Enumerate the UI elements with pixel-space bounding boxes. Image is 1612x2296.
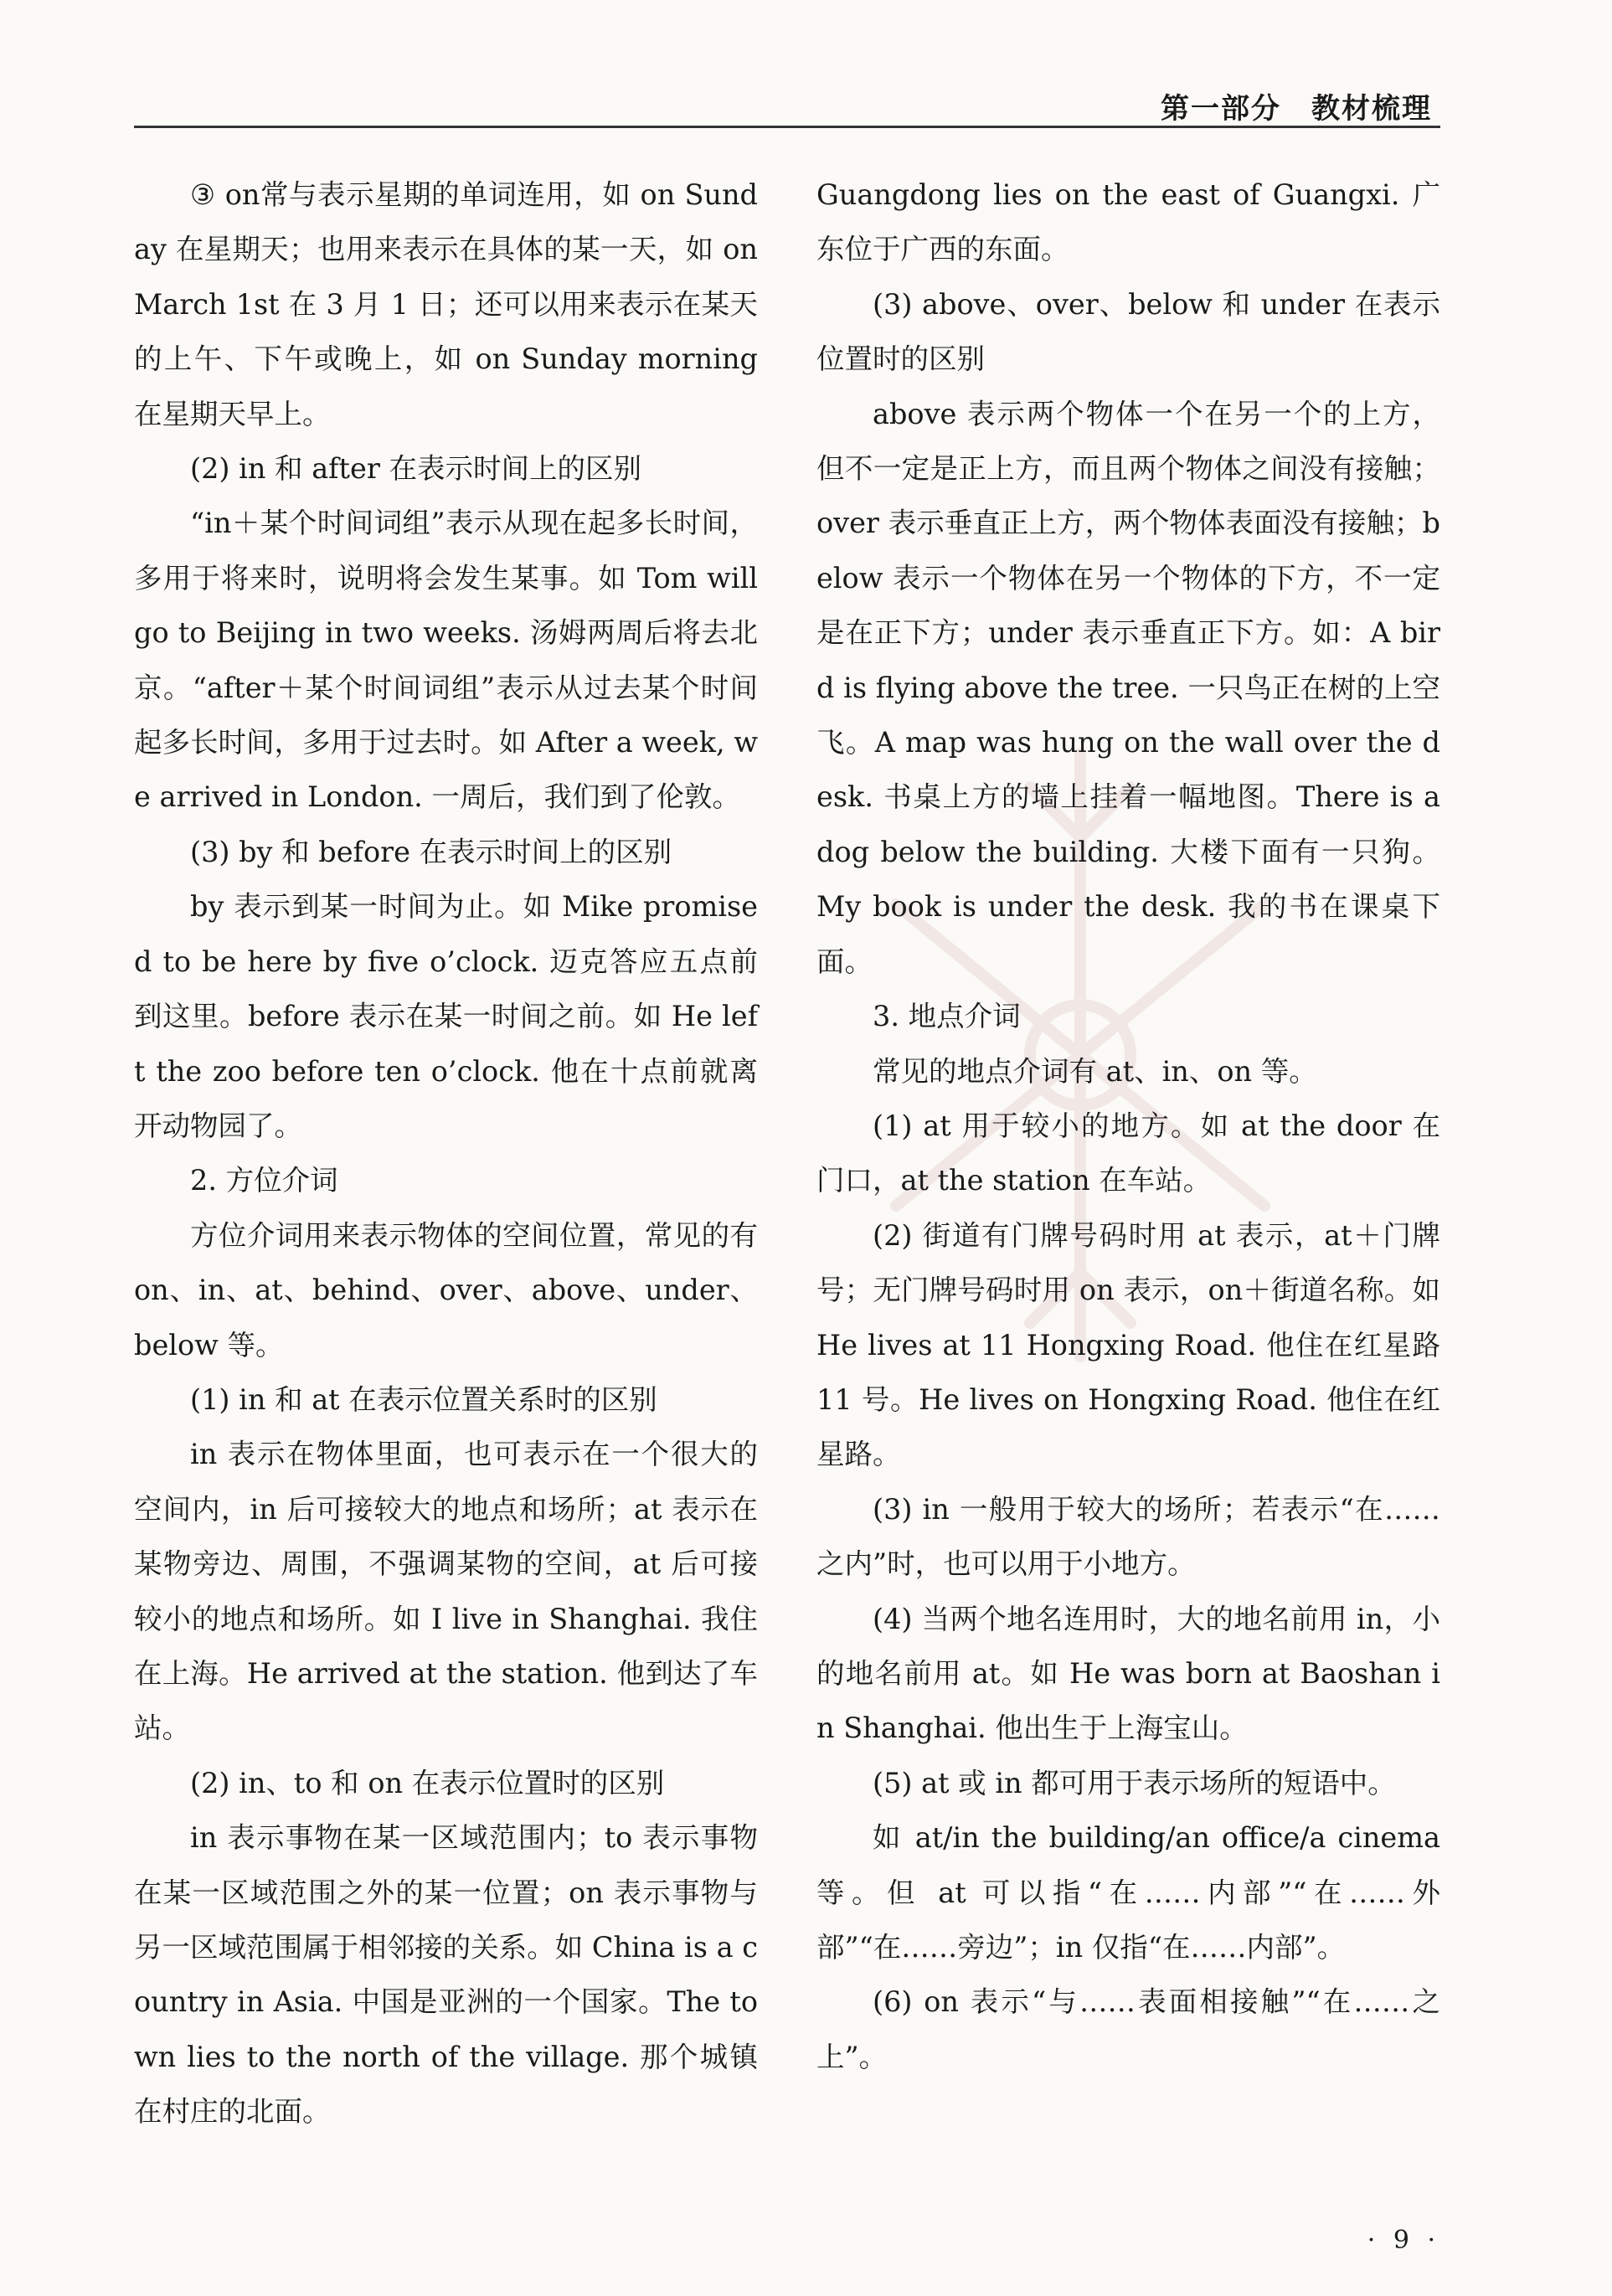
paragraph: (1) at 用于较小的地方。如 at the door 在门口，at the station 在车站。 [816,1109,1440,1197]
page-number: · 9 · [1367,2226,1440,2255]
paragraph: (5) at 或 in 都可用于表示场所的短语中。 [873,1766,1396,1799]
paragraph: (2) in 和 after 在表示时间上的区别 [190,452,642,486]
paragraph: (3) above、over、below 和 under 在表示位置时的区别 [816,287,1440,376]
paragraph: 常见的地点介词有 at、in、on 等。 [873,1054,1317,1088]
paragraph: Guangdong lies on the east of Guangxi. 广东位于广西的东面。 [816,178,1440,266]
paragraph: above 表示两个物体一个在另一个的上方，但不一定是正上方，而且两个物体之间没有接触；over 表示垂直正上方，两个物体表面没有接触；below 表示一个物体在另一个物体的下方，不一定是在正下方；under 表示垂直正下方。如：A bird is flying above the tree. 一只鸟正在树的上空飞。A map was hung on the wall over the desk. 书桌上方的墙上挂着一幅地图。There is a dog below the building. 大楼下面有一只狗。My book is under the desk. 我的书在课桌下面。 [816,397,1440,978]
paragraph: (2) 街道有门牌号码时用 at 表示，at＋门牌号；无门牌号码时用 on 表示，on＋街道名称。如 He lives at 11 Hongxing Road. 他住在红星路 11 号。He lives on Hongxing Road. 他住在红星路。 [816,1218,1440,1471]
paragraph: (4) 当两个地名连用时，大的地名前用 in，小的地名前用 at。如 He was born at Baoshan in Shanghai. 他出生于上海宝山。 [816,1602,1440,1745]
paragraph: 方位介词用来表示物体的空间位置，常见的有 on、in、at、behind、over、above、under、below 等。 [134,1218,758,1362]
paragraph: (2) in、to 和 on 在表示位置时的区别 [190,1766,665,1799]
paragraph: 3. 地点介词 [873,1000,1021,1033]
page-header [134,82,1440,128]
paragraph: (3) by 和 before 在表示时间上的区别 [190,835,672,868]
paragraph: (3) in 一般用于较大的场所；若表示“在……之内”时，也可以用于小地方。 [816,1492,1440,1581]
left-column [134,167,758,2139]
right-column [816,167,1440,2084]
paragraph: (6) on 表示“与……表面相接触”“在……之上”。 [816,1985,1440,2073]
paragraph: (1) in 和 at 在表示位置关系时的区别 [190,1382,657,1416]
paragraph: “in＋某个时间词组”表示从现在起多长时间，多用于将来时，说明将会发生某事。如 Tom will go to Beijing in two weeks. 汤姆两周后将去北京。“after＋某个时间词组”表示从过去某个时间起多长时间，多用于过去时。如 After a week, we arrived in London. 一周后，我们到了伦敦。 [134,507,758,814]
paragraph: by 表示到某一时间为止。如 Mike promised to be here by five o’clock. 迈克答应五点前到这里。before 表示在某一时间之前。如 He left the zoo before ten o’clock. 他在十点前就离开动物园了。 [134,890,758,1142]
section-title: 第一部分 教材梳理 [1161,92,1432,126]
paragraph: in 表示在物体里面，也可表示在一个很大的空间内，in 后可接较大的地点和场所；at 表示在某物旁边、周围，不强调某物的空间，at 后可接较小的地点和场所。如 I live in Shanghai. 我住在上海。He arrived at the station. 他到达了车站。 [134,1438,758,1745]
paragraph: 如 at/in the building/an office/a cinema 等。但 at 可以指“在……内部”“在……外部”“在……旁边”；in 仅指“在……内部”。 [816,1821,1440,1964]
paragraph: ③ on常与表示星期的单词连用，如 on Sunday 在星期天；也用来表示在具体的某一天，如 on March 1st 在 3 月 1 日；还可以用来表示在某天的上午、下午或晚上，如 on Sunday morning 在星期天早上。 [134,178,758,430]
paragraph: 2. 方位介词 [190,1164,338,1197]
paragraph: in 表示事物在某一区域范围内；to 表示事物在某一区域范围之外的某一位置；on 表示事物与另一区域范围属于相邻接的关系。如 China is a country in Asia. 中国是亚洲的一个国家。The town lies to the north of the village. 那个城镇在村庄的北面。 [134,1821,758,2129]
